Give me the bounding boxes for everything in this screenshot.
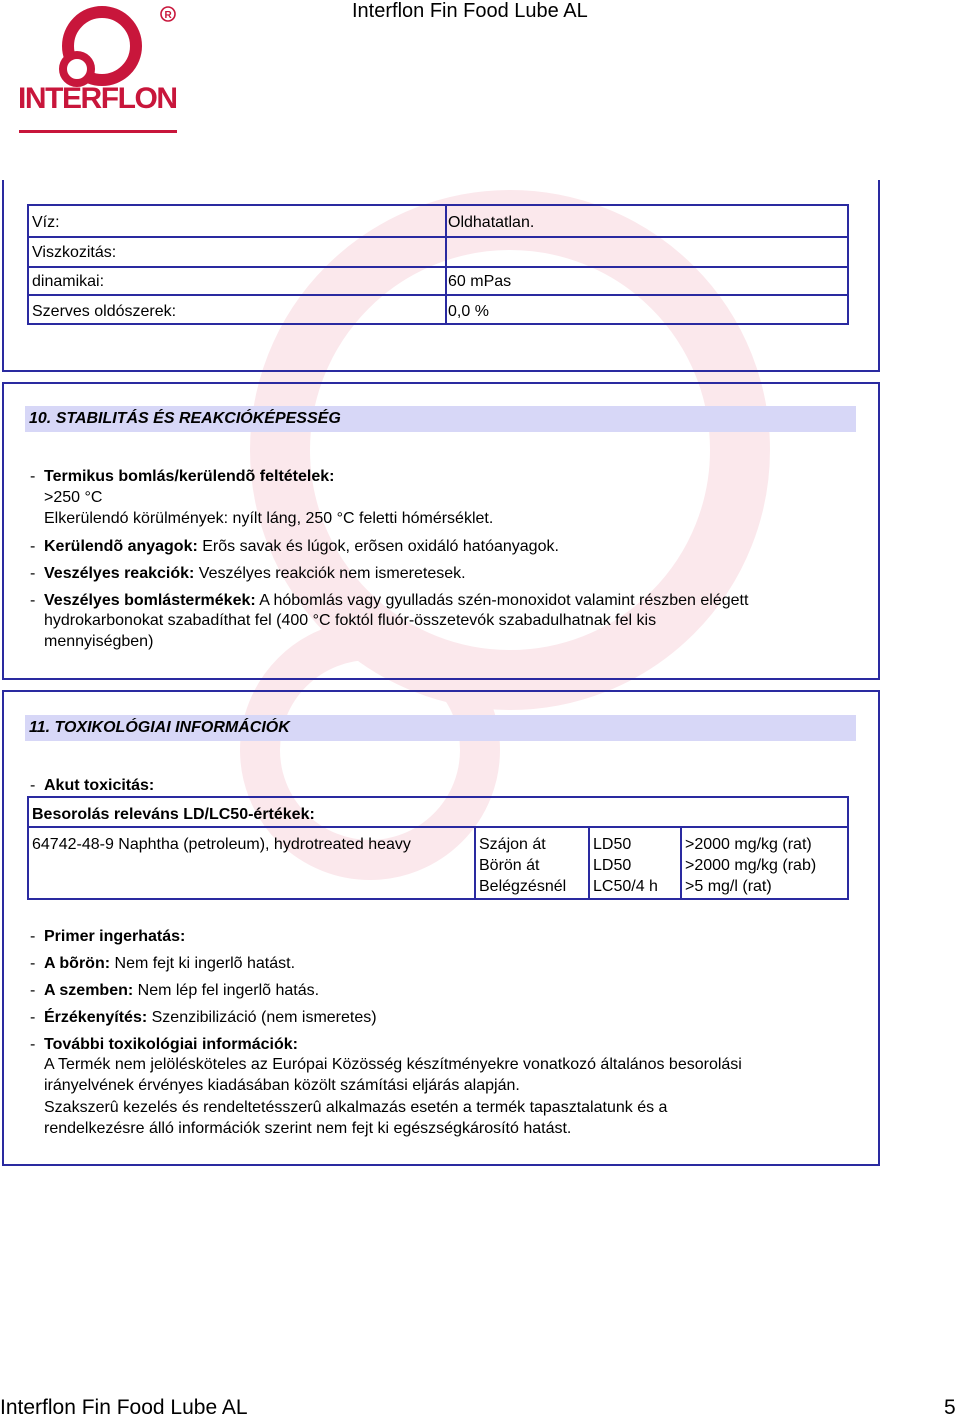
table-cell-label: Viszkozitás: <box>32 244 117 261</box>
list-item: - Érzékenyítés: Szenzibilizáció (nem ismeretes) <box>30 1009 377 1026</box>
item-extra-line: hydrokarbonokat szabadíthat fel (400 °C foktól fluór-összetevók szabadulhatnak fel kis <box>44 612 657 629</box>
section-10-heading: 10. STABILITÁS ÉS REAKCIÓKÉPESSÉG <box>25 406 856 432</box>
list-item: - A szemben: Nem lép fel ingerlõ hatás. <box>30 982 320 999</box>
interflon-logo <box>14 2 184 138</box>
item-extra-line: Elkerülendó körülmények: nyílt láng, 250 °C feletti hómérséklet. <box>44 510 494 527</box>
table-cell-label: dinamikai: <box>32 273 105 290</box>
table-cell-value: 60 mPas <box>448 273 512 290</box>
value-cell: >5 mg/l (rat) <box>685 878 772 895</box>
type-cell: LD50 <box>593 857 632 874</box>
type-cell: LC50/4 h <box>593 878 658 895</box>
table-cell-value: Oldhatatlan. <box>448 214 535 231</box>
table-cell-value: 0,0 % <box>448 303 489 320</box>
properties-table <box>27 204 849 325</box>
item-label: Akut toxicitás: <box>44 777 155 794</box>
table-col-divider <box>588 826 590 898</box>
footer-product-name: Interflon Fin Food Lube AL <box>0 1396 248 1419</box>
item-label: Kerülendõ anyagok: <box>44 538 198 555</box>
table-row-divider <box>29 826 847 828</box>
list-item: - További toxikológiai információk: <box>30 1036 298 1053</box>
further-info-line: A Termék nem jelölésköteles az Európai Közösség készítményekre vonatkozó általános besorolási <box>44 1056 742 1073</box>
route-cell: Szájon át <box>479 836 546 853</box>
route-cell: Börön át <box>479 857 540 874</box>
table-cell-label: Víz: <box>32 214 60 231</box>
item-text: Nem fejt ki ingerlõ hatást. <box>110 955 296 972</box>
item-text: Szenzibilizáció (nem ismeretes) <box>147 1009 377 1026</box>
item-label: Veszélyes reakciók: <box>44 565 195 582</box>
item-label: A bõrön: <box>44 955 111 972</box>
list-item: - Veszélyes reakciók: Veszélyes reakciók nem ismeretesek. <box>30 565 466 582</box>
list-item: - Kerülendõ anyagok: Erõs savak és lúgok, erõsen oxidáló hatóanyagok. <box>30 538 559 555</box>
table-col-divider <box>474 826 476 898</box>
svg-text:R: R <box>164 10 172 21</box>
page-number: 5 <box>944 1396 956 1419</box>
list-item: - A bõrön: Nem fejt ki ingerlõ hatást. <box>30 955 296 972</box>
type-cell: LD50 <box>593 836 632 853</box>
table-row-divider <box>29 294 847 296</box>
item-extra-line: mennyiségben) <box>44 633 154 650</box>
item-label: Érzékenyítés: <box>44 1009 148 1026</box>
item-label: Termikus bomlás/kerülendõ feltételek: <box>44 468 335 485</box>
route-cell: Belégzésnél <box>479 878 567 895</box>
item-extra-line: >250 °C <box>44 489 103 506</box>
table-row-divider <box>29 236 847 238</box>
value-cell: >2000 mg/kg (rab) <box>685 857 817 874</box>
ld-table-header: Besorolás releváns LD/LC50-értékek: <box>32 806 315 823</box>
item-label: Veszélyes bomlástermékek: <box>44 592 256 609</box>
substance-cell: 64742-48-9 Naphtha (petroleum), hydrotreated heavy <box>32 836 411 853</box>
item-text: Veszélyes reakciók nem ismeretesek. <box>194 565 466 582</box>
list-item: - Akut toxicitás: <box>30 777 155 794</box>
table-col-divider <box>680 826 682 898</box>
further-info-line: rendelkezésre álló információk szerint nem fejt ki egészségkárosító hatást. <box>44 1120 572 1137</box>
list-item: - Primer ingerhatás: <box>30 928 186 945</box>
item-text: A hóbomlás vagy gyulladás szén-monoxidot valamint részben elégett <box>255 592 749 609</box>
item-label: További toxikológiai információk: <box>44 1036 298 1053</box>
item-label: A szemben: <box>44 982 134 999</box>
value-cell: >2000 mg/kg (rat) <box>685 836 812 853</box>
list-item: - Termikus bomlás/kerülendõ feltételek: <box>30 468 335 485</box>
logo-underline <box>19 130 177 133</box>
further-info-line: irányelvének érvényes kiadásában közölt számítási eljárás alapján. <box>44 1077 520 1094</box>
svg-text:INTERFLON: INTERFLON <box>18 82 178 115</box>
table-col-divider <box>445 206 447 323</box>
header-title: Interflon Fin Food Lube AL <box>352 0 588 22</box>
ld-table <box>27 796 849 900</box>
further-info-line: Szakszerû kezelés és rendeltetésszerû alkalmazás esetén a termék tapasztalatunk és a <box>44 1099 668 1116</box>
item-label: Primer ingerhatás: <box>44 928 186 945</box>
item-text: Erõs savak és lúgok, erõsen oxidáló hatóanyagok. <box>197 538 559 555</box>
list-item: - Veszélyes bomlástermékek: A hóbomlás vagy gyulladás szén-monoxidot valamint részben elégett <box>30 592 749 609</box>
table-cell-label: Szerves oldószerek: <box>32 303 177 320</box>
item-text: Nem lép fel ingerlõ hatás. <box>133 982 320 999</box>
section-11-heading: 11. TOXIKOLÓGIAI INFORMÁCIÓK <box>25 715 856 741</box>
table-row-divider <box>29 266 847 268</box>
